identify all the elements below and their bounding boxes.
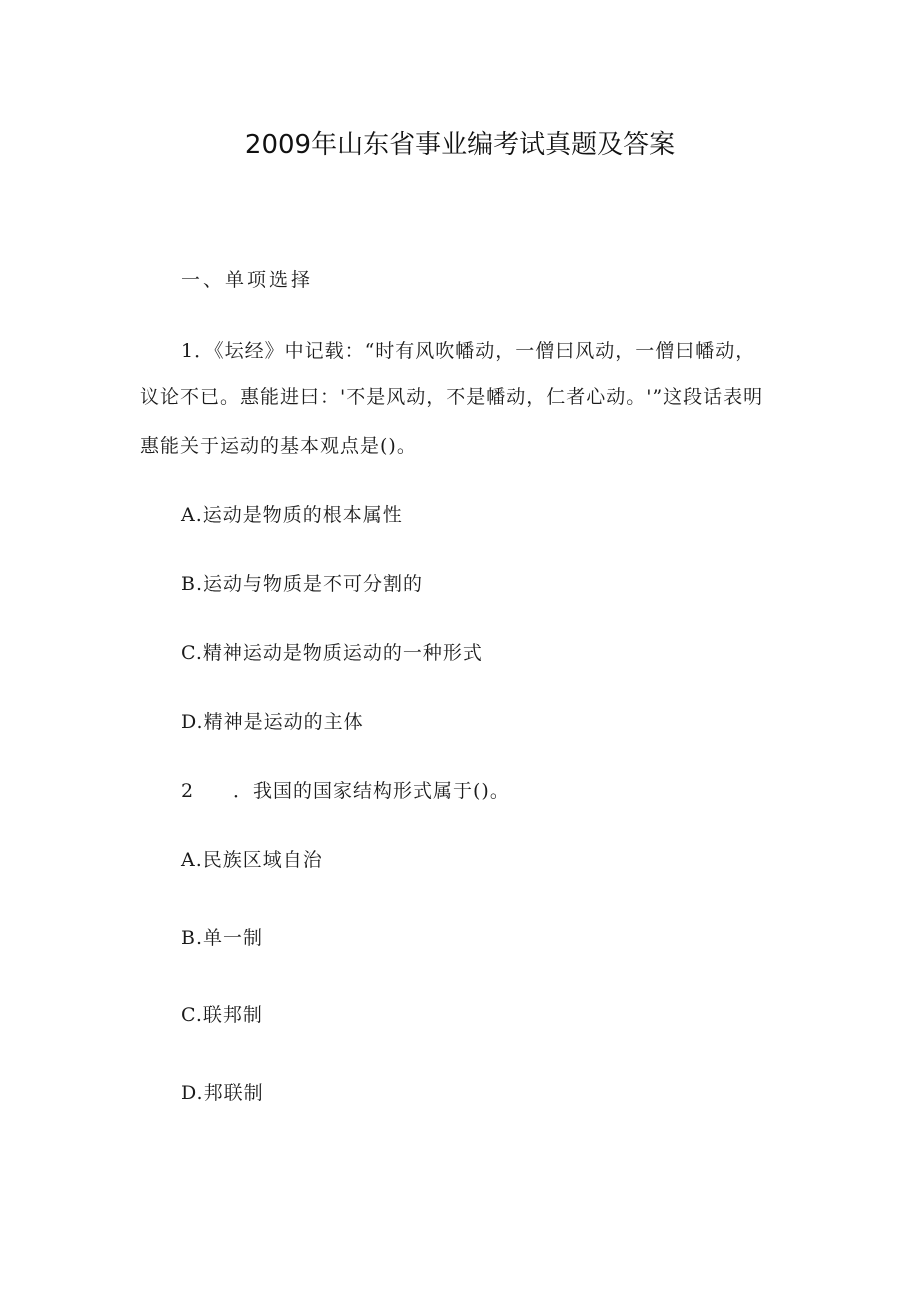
question-2-option-b: B.单一制 (181, 927, 264, 949)
question-1-text-line-1: ．《坛经》中记载：“时有风吹幡动，一僧曰风动，一僧曰幡动， (194, 340, 756, 362)
question-1-number: 1 (181, 340, 195, 362)
question-2-option-c: C.联邦制 (181, 1004, 263, 1026)
question-1-line-2: 议论不已。惠能进曰：'不是风动，不是幡动，仁者心动。'”这段话表明 (140, 386, 764, 408)
question-1-line-1 (181, 337, 755, 365)
question-1-line-3: 惠能关于运动的基本观点是()。 (140, 435, 417, 457)
section-heading: 一、单项选择 (181, 269, 314, 291)
question-1-option-d: D.精神是运动的主体 (181, 711, 364, 733)
question-2-number: 2 (181, 780, 195, 802)
document-title: 2009年山东省事业编考试真题及答案 (244, 130, 676, 160)
question-1-option-b: B.运动与物质是不可分割的 (181, 573, 424, 595)
question-2-option-d: D.邦联制 (181, 1082, 264, 1104)
question-1-option-c: C.精神运动是物质运动的一种形式 (181, 642, 483, 664)
question-2-option-a: A.民族区域自治 (181, 849, 323, 871)
question-2-text: ．我国的国家结构形式属于()。 (233, 780, 510, 802)
question-1-option-a: A.运动是物质的根本属性 (181, 504, 403, 526)
